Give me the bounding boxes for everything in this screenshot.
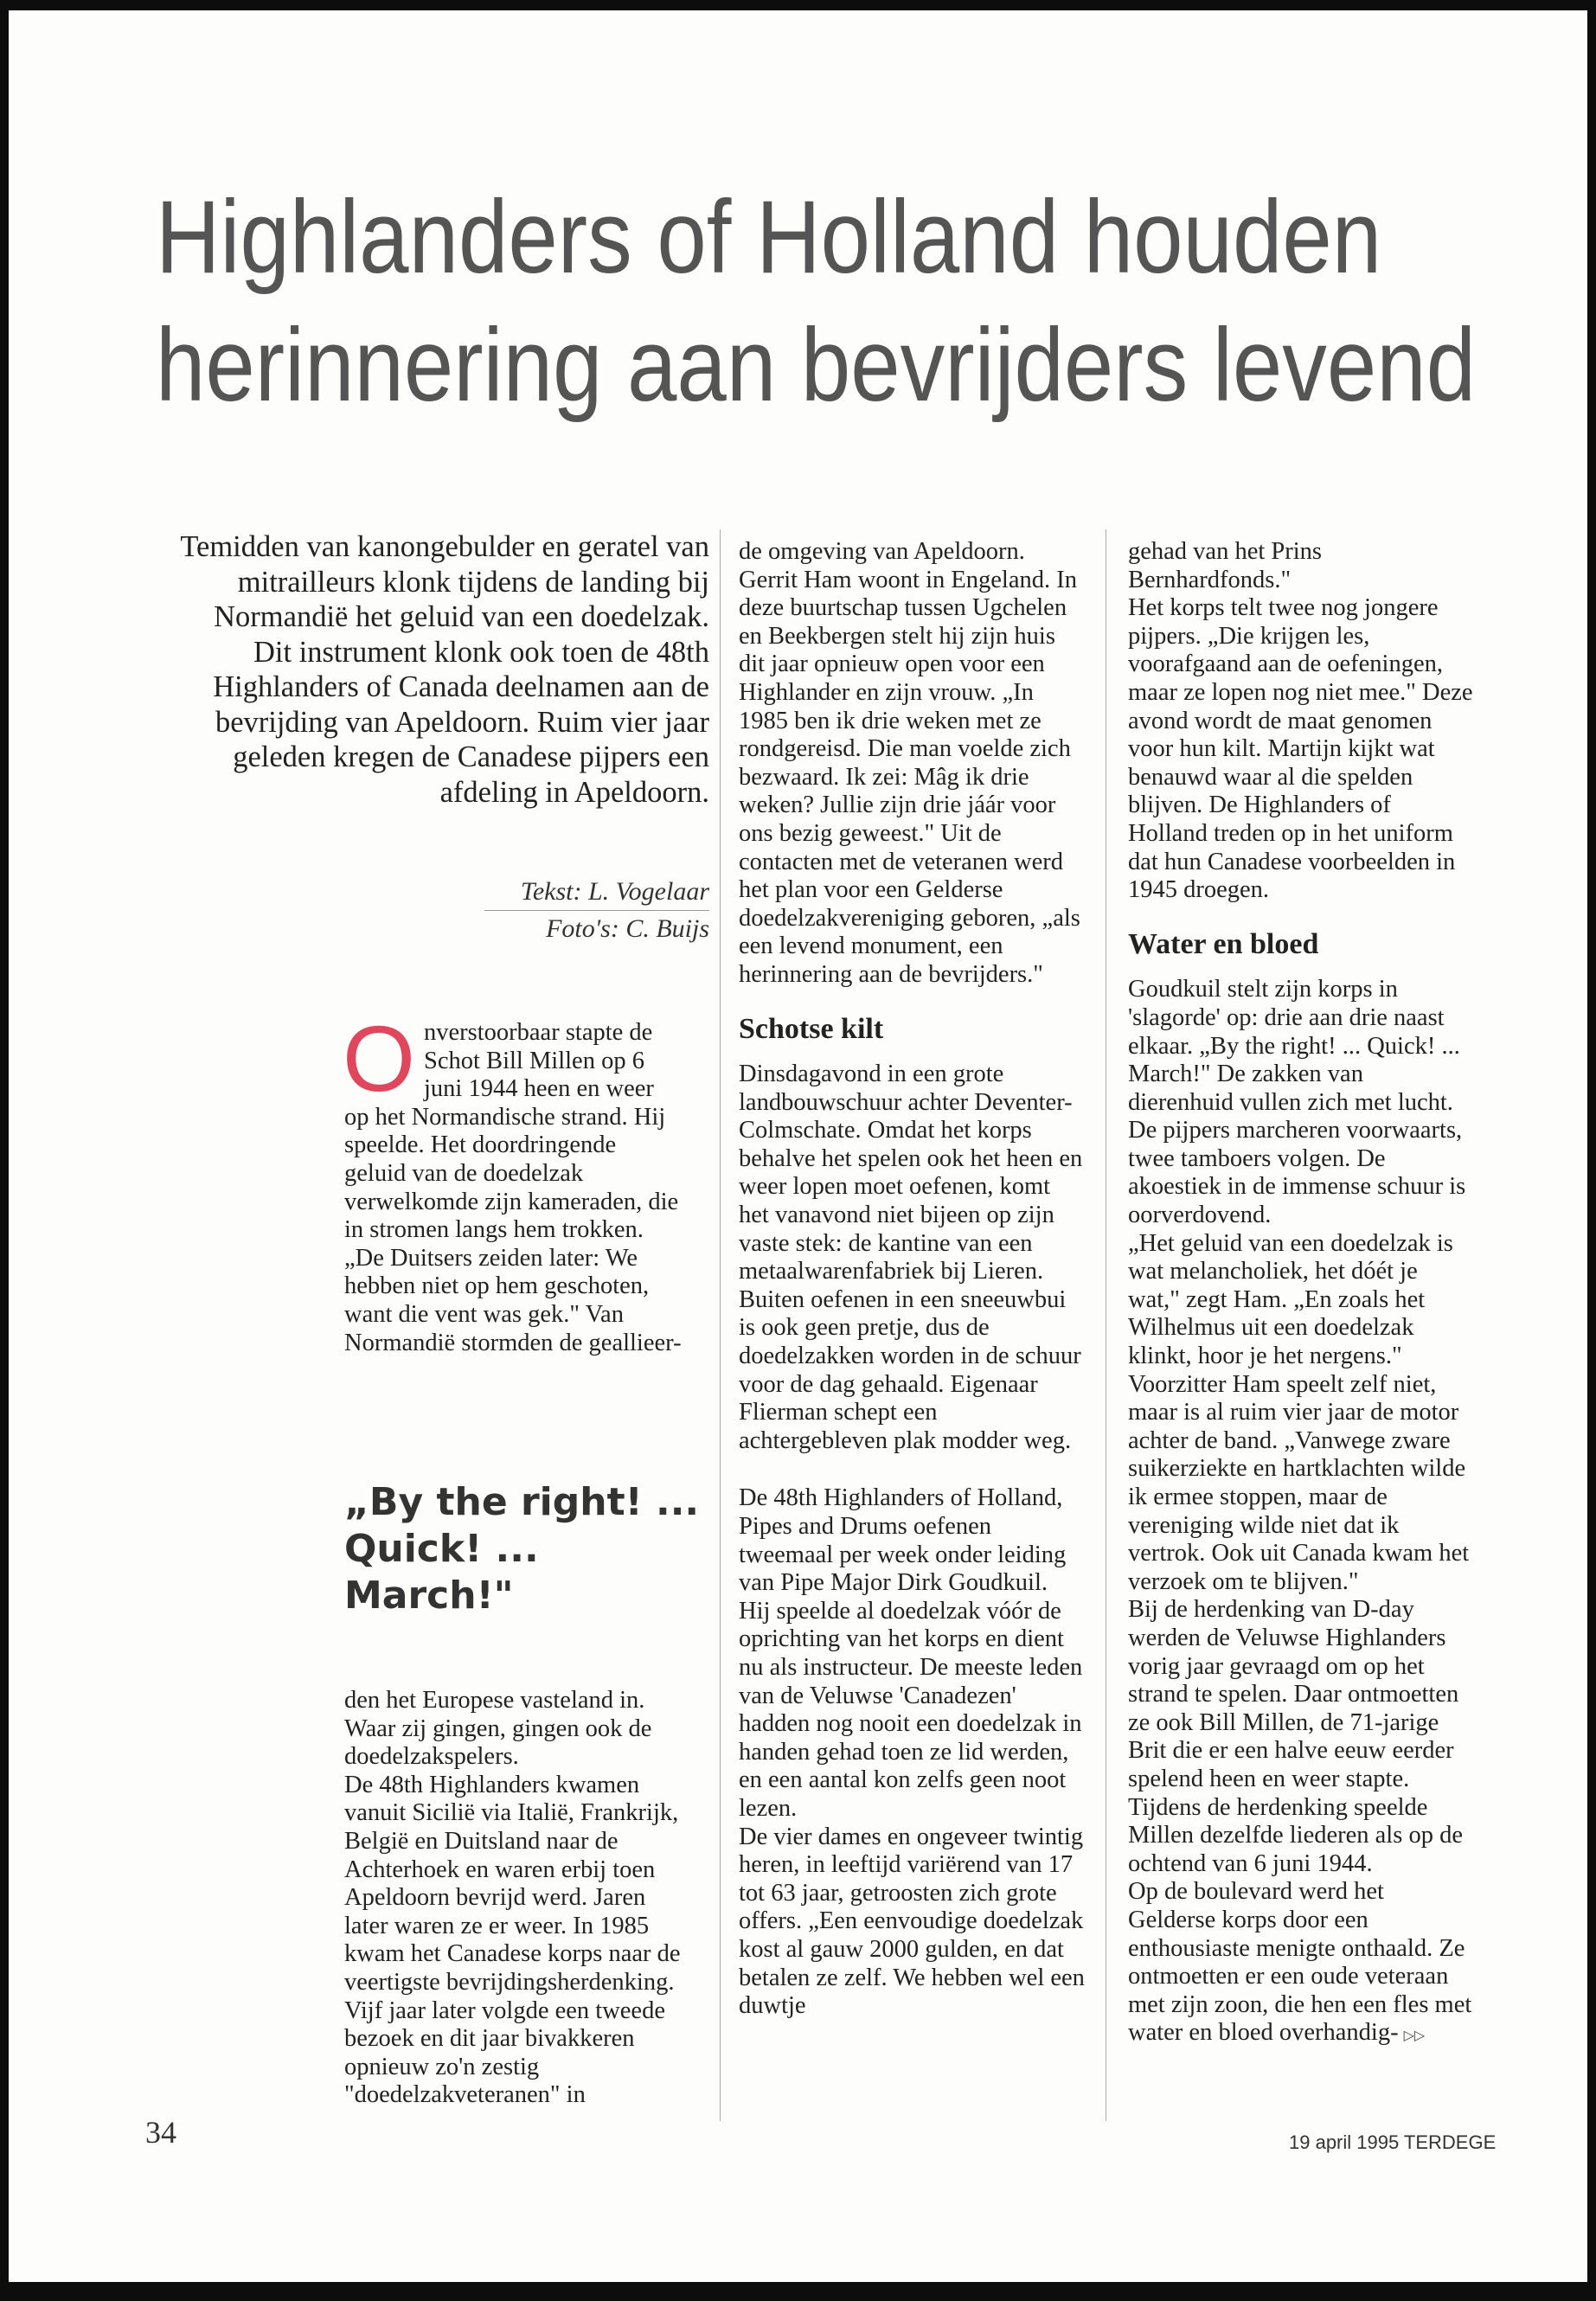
column3-paragraph3: Goudkuil stelt zijn korps in 'slagorde' op: drie aan drie naast elkaar. „By the right! ... Quick! ... March!" De zakken van dierenhuid vullen zich met lucht. De pijpers marcheren voorwaarts, twee tamboers volgen. De akoestiek in de immense schuur is oorverdovend. <box>1128 976 1466 1229</box>
column2-paragraph3: De 48th Highlanders of Holland, Pipes and Drums oefenen tweemaal per week onder leiding van Pipe Major Dirk Goudkuil. Hij speelde al doedelzak vóór de oprichting van het korps en dient nu als instructeur. De meeste leden van de Veluwse 'Canadezen' hadden nog nooit een doedelzak in handen gehad toen ze lid werden, en een aantal kon zelfs geen noot lezen. <box>739 1484 1083 1822</box>
column3-paragraph5: Bij de herdenking van D-day werden de Veluwse Highlanders vorig jaar gevraagd om op het strand te spelen. Daar ontmoetten ze ook Bill Millen, de 71-jarige Brit die er een halve eeuw eerder spelend heen en weer stapte. Tijdens de herdenking speelde Millen dezelfde liederen als op de ochtend van 6 juni 1944. <box>1128 1596 1463 1877</box>
subhead-schotse-kilt: Schotse kilt <box>739 1012 884 1045</box>
column-3 <box>1128 538 1474 2050</box>
pull-quote <box>344 1479 708 1619</box>
paragraph-gap <box>739 1455 1085 1484</box>
page-number: 34 <box>145 2115 176 2150</box>
article-title <box>156 173 1477 429</box>
column1-paragraph3: De 48th Highlanders kwamen vanuit Sicilië via Italië, Frankrijk, België en Duitsland naar de Achterhoek en waren erbij toen Apeldoorn bevrijd werd. Jaren later waren ze er weer. In 1985 kwam het Canadese korps naar de veertigste bevrijdingsherdenking. Vijf jaar later volgde een tweede bezoek en dit jaar bivakkeren opnieuw zo'n zestig "doedelzakveteranen" in <box>344 1771 681 2109</box>
intro-paragraph: Temidden van kanongebulder en geratel van mitrailleurs klonk tijdens de landing bij Normandië het geluid van een doedelzak. Dit instrument klonk ook toen de 48th Highlanders of Canada deelnamen aan de bevrijding van Apeldoorn. Ruim vier jaar geleden kregen de Canadese pijpers een afdeling in Apeldoorn. <box>180 530 709 809</box>
article-title-line2: herinnering aan bevrijders levend <box>156 307 1477 423</box>
photo-credit: Foto's: C. Buijs <box>546 914 709 943</box>
pull-quote-line1: „By the right! ... <box>344 1480 700 1524</box>
pull-quote-line2: Quick! ... <box>344 1527 539 1571</box>
column-1-top <box>343 1006 682 1357</box>
column3-paragraph4: „Het geluid van een doedelzak is wat melancholiek, het dóét je wat," zegt Ham. „En zoals het Wilhelmus uit een doedelzak klinkt, hoor je het nergens." Voorzitter Ham speelt zelf niet, maar is al ruim vier jaar de motor achter de band. „Vanwege zware suikerziekte en hartklachten wilde ik ermee stoppen, maar de vereniging wilde niet dat ik vertrok. Ook uit Canada kwam het verzoek om te blijven." <box>1128 1229 1470 1595</box>
text-credit: Tekst: L. Vogelaar <box>484 874 709 911</box>
column-divider-1 <box>720 529 721 2121</box>
dropcap-letter: O <box>343 1006 416 1111</box>
page-border-top <box>0 0 1596 10</box>
page-border-bottom <box>0 2282 1596 2301</box>
page-border-left <box>0 0 9 2301</box>
continue-arrow-icon: ▷▷ <box>1403 2027 1426 2044</box>
article-title-line1: Highlanders of Holland houden <box>156 179 1382 295</box>
dropcap-paragraph <box>343 1006 682 1357</box>
column1-paragraph2: den het Europese vasteland in. Waar zij gingen, gingen ook de doedelzakspelers. <box>344 1687 652 1771</box>
column3-paragraph2: Het korps telt twee nog jongere pijpers. „Die krijgen les, voorafgaand aan de oefeningen, maar ze lopen nog niet mee." Deze avond wordt de maat genomen voor hun kilt. Martijn kijkt wat benauwd waar al die spelden blijven. De Highlanders of Holland treden op in het uniform dat hun Canadese voorbeelden in 1945 droegen. <box>1128 594 1473 904</box>
subhead-water-en-bloed: Water en bloed <box>1128 927 1319 960</box>
column3-paragraph6-text: Op de boulevard werd het Gelderse korps door een enthousiaste menigte onthaald. Ze ontmoetten er een oude veteraan met zijn zoon, die hen een fles met water en bloed overhandig- <box>1128 1878 1472 2047</box>
article-credits <box>484 874 709 947</box>
column2-paragraph2: Dinsdagavond in een grote landbouwschuur achter Deventer-Colmschate. Omdat het korps behalve het spelen ook het heen en weer lopen moet oefenen, komt het vanavond niet bijeen op zijn vaste stek: de kantine van een metaalwarenfabriek bij Lieren. Buiten oefenen in een sneeuwbui is ook geen pretje, dus de doedelzakken worden in de schuur voor de dag gehaald. Eigenaar Flierman schept een achtergebleven plak modder weg. <box>739 1061 1083 1454</box>
pull-quote-line3: March!" <box>344 1574 514 1618</box>
publication-footer: 19 april 1995 TERDEGE <box>1289 2131 1497 2153</box>
column3-paragraph1: gehad van het Prins Bernhardfonds." <box>1128 538 1322 593</box>
column2-paragraph1: de omgeving van Apeldoorn. Gerrit Ham woont in Engeland. In deze buurtschap tussen Ugchelen en Beekbergen stelt hij zijn huis dit jaar opnieuw open voor een Highlander en zijn vrouw. „In 1985 ben ik drie weken met ze rondgereisd. Die man voelde zich bezwaard. Ik zei: Mâg ik drie weken? Jullie zijn drie jáár voor ons bezig geweest." Uit de contacten met de veteranen werd het plan voor een Gelderse doedelzakvereniging geboren, „als een levend monument, een herinnering aan de bevrijders." <box>739 538 1080 988</box>
page-border-right <box>1587 0 1596 2301</box>
column2-paragraph4: De vier dames en ongeveer twintig heren, in leeftijd variërend van 17 tot 63 jaar, getroosten zich grote offers. „Een eenvoudige doedelzak kost al gauw 2000 gulden, en dat betalen ze zelf. We hebben wel een duwtje <box>739 1823 1085 2020</box>
column-2 <box>739 538 1085 2021</box>
column3-paragraph6 <box>1128 1878 1474 2050</box>
column-1-bottom <box>344 1687 682 2110</box>
column1-paragraph1: nverstoorbaar stapte de Schot Bill Millen op 6 juni 1944 heen en weer op het Normandische strand. Hij speelde. Het doordringende geluid van de doedelzak verwelkomde zijn kameraden, die in stromen langs hem trokken. „De Duitsers zeiden later: We hebben niet op hem geschoten, want die vent was gek." Van Normandië stormden de geallieer- <box>344 1019 682 1356</box>
